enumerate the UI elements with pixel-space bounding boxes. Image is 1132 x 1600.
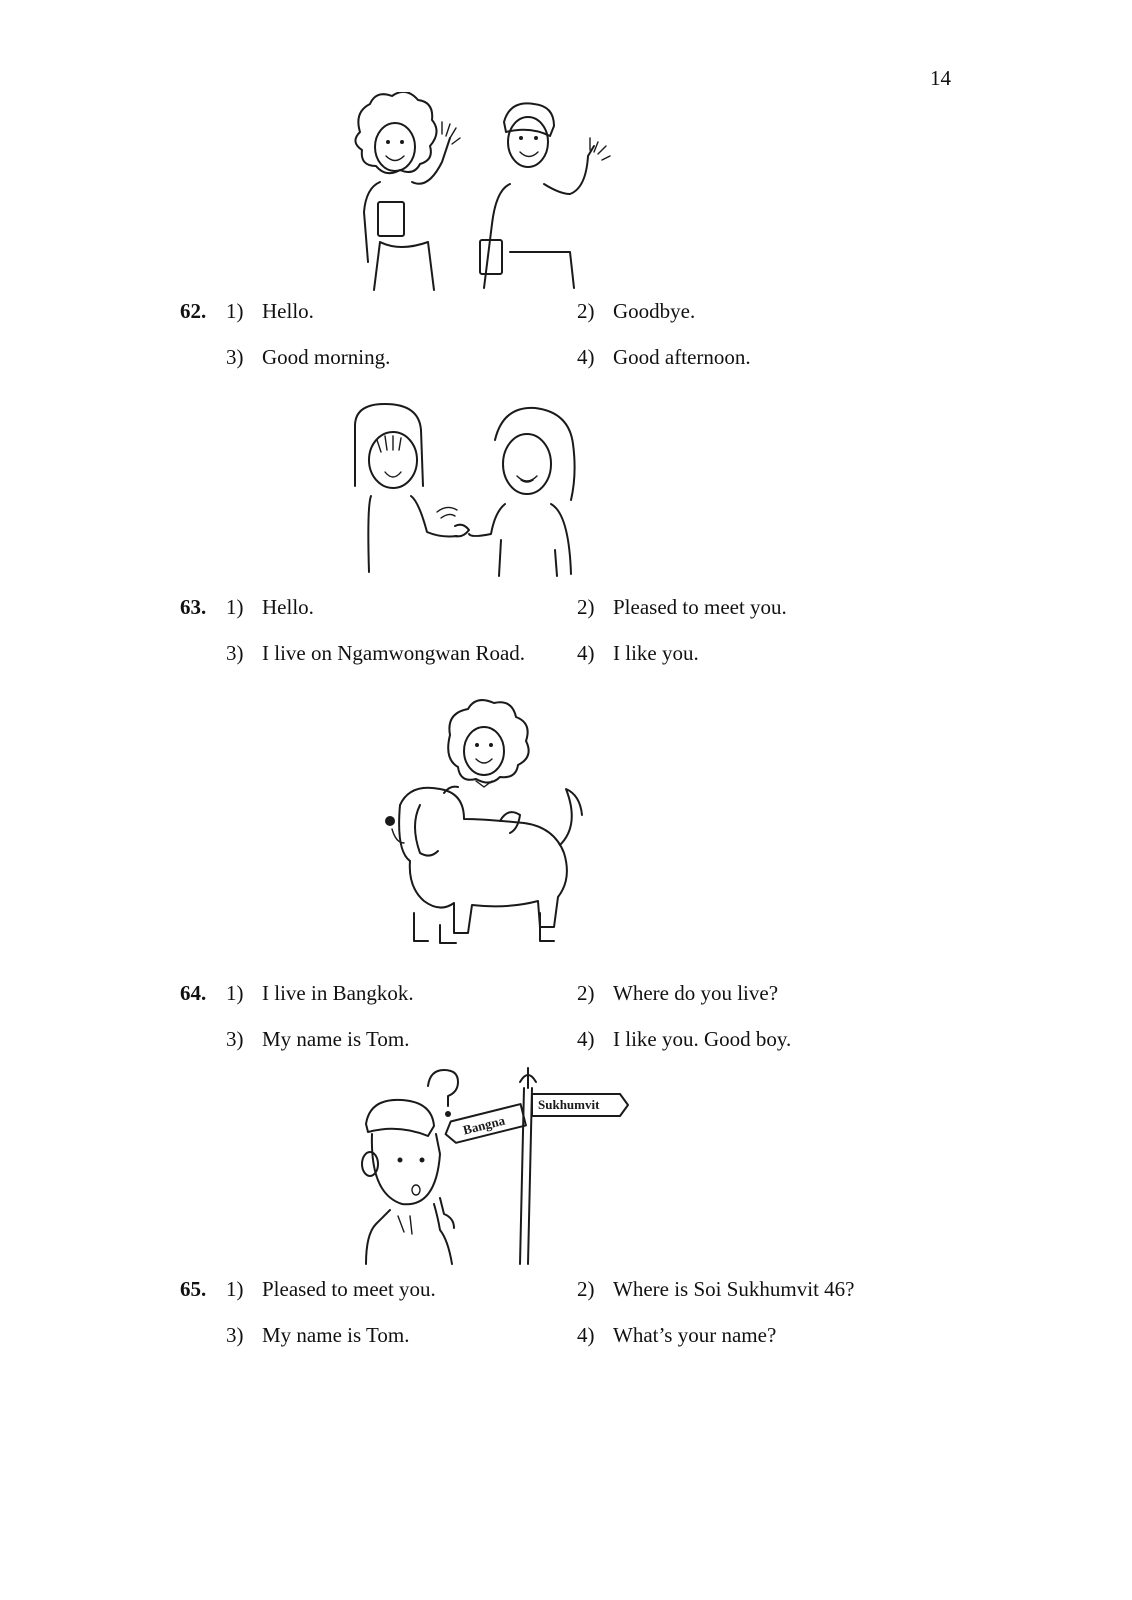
answer-option[interactable]: 4) I like you. Good boy. — [577, 1027, 792, 1051]
answer-option[interactable]: 3) Good morning. — [226, 345, 391, 369]
answer-option[interactable]: 4) I like you. — [577, 641, 699, 665]
sign-sukhumvit: Sukhumvit — [538, 1097, 600, 1112]
answer-option[interactable]: 1) I live in Bangkok. — [226, 981, 414, 1005]
answer-option[interactable]: 3) I live on Ngamwongwan Road. — [226, 641, 526, 665]
answer-option[interactable]: 4) Good afternoon. — [577, 345, 751, 369]
answer-option[interactable]: 3) My name is Tom. — [226, 1323, 410, 1347]
answer-option[interactable]: 2) Where is Soi Sukhumvit 46? — [577, 1277, 855, 1301]
answer-option[interactable]: 4) What’s your name? — [577, 1323, 777, 1347]
illustration-girl-dog — [380, 695, 590, 955]
question-number: 65. — [180, 1277, 207, 1301]
answer-option[interactable]: 3) My name is Tom. — [226, 1027, 410, 1051]
illustration-handshake — [345, 400, 595, 580]
illustration-waving — [340, 92, 640, 292]
answer-option[interactable]: 2) Where do you live? — [577, 981, 779, 1005]
sign-bangna: Bangna — [461, 1112, 507, 1138]
illustration-signpost — [350, 1060, 640, 1265]
answer-option[interactable]: 1) Hello. — [226, 299, 314, 323]
question-number: 64. — [180, 981, 207, 1005]
answer-option[interactable]: 1) Pleased to meet you. — [226, 1277, 436, 1301]
page-number: 14 — [930, 66, 951, 90]
question-number: 63. — [180, 595, 207, 619]
answer-option[interactable]: 1) Hello. — [226, 595, 314, 619]
answer-option[interactable]: 2) Pleased to meet you. — [577, 595, 787, 619]
answer-option[interactable]: 2) Goodbye. — [577, 299, 696, 323]
question-number: 62. — [180, 299, 207, 323]
